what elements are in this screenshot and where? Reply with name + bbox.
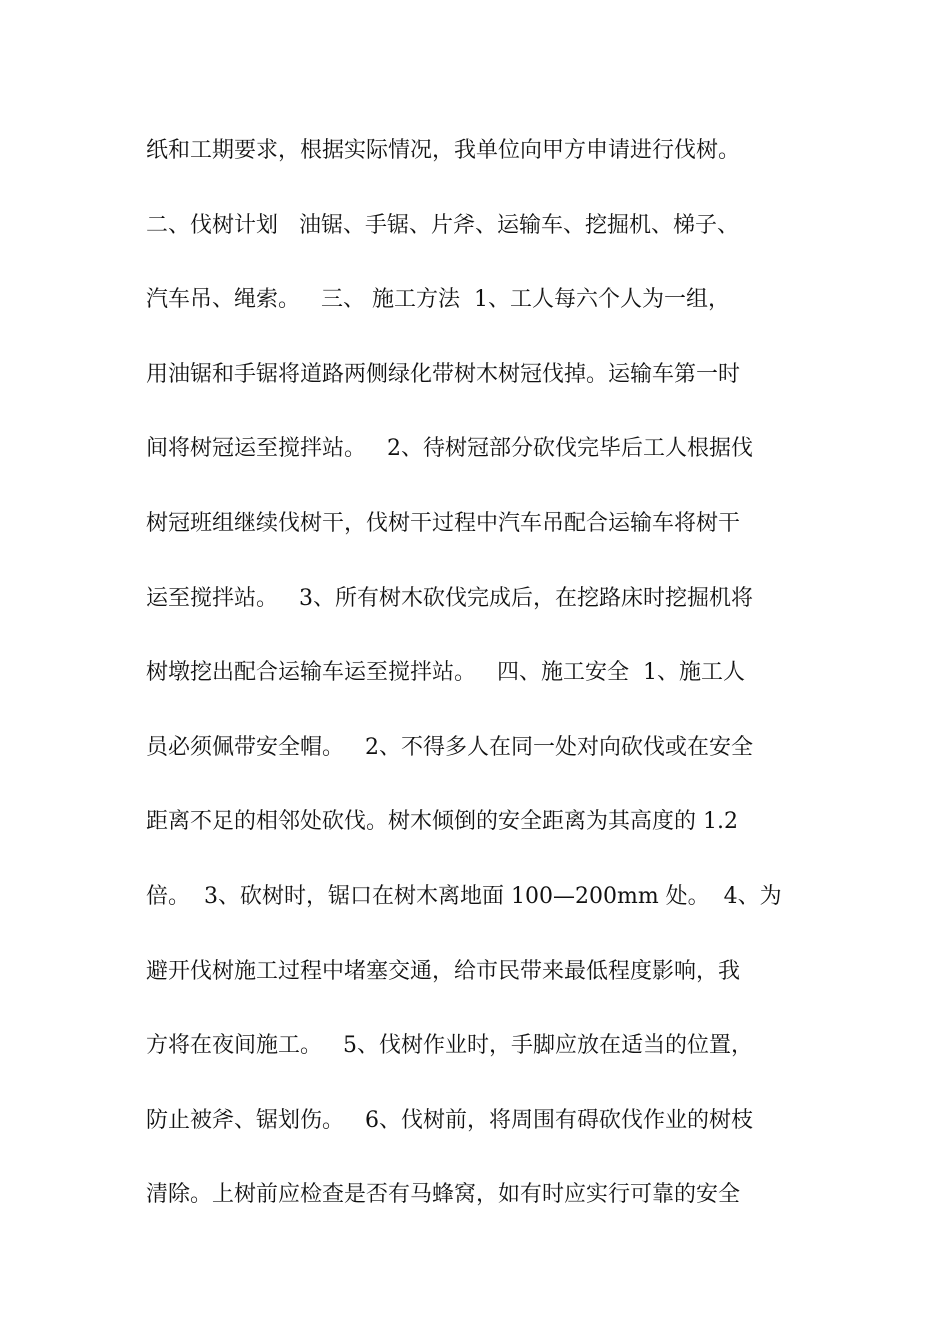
text-line: 树墩挖出配合运输车运至搅拌站。 四、施工安全 1、施工人 [146, 660, 745, 686]
text-line: 方将在夜间施工。 5、伐树作业时，手脚应放在适当的位置， [146, 1033, 753, 1059]
text-line: 二、伐树计划 油锯、手锯、片斧、运输车、挖掘机、梯子、 [146, 212, 739, 238]
text-line: 防止被斧、锯划伤。 6、伐树前，将周围有碍砍伐作业的树枝 [146, 1107, 753, 1133]
text-line: 运至搅拌站。 3、所有树木砍伐完成后，在挖路床时挖掘机将 [146, 585, 753, 611]
text-line: 用油锯和手锯将道路两侧绿化带树木树冠伐掉。运输车第一时 [146, 361, 741, 387]
text-line: 间将树冠运至搅拌站。 2、待树冠部分砍伐完毕后工人根据伐 [146, 436, 753, 462]
body-text [146, 131, 816, 1250]
text-line: 避开伐树施工过程中堵塞交通，给市民带来最低程度影响，我 [146, 958, 741, 984]
text-line: 树冠班组继续伐树干，伐树干过程中汽车吊配合运输车将树干 [146, 510, 741, 536]
text-line: 汽车吊、绳索。 三、 施工方法 1、工人每六个人为一组， [146, 287, 730, 313]
text-line: 倍。 3、砍树时，锯口在树木离地面 100—200mm 处。 4、为 [146, 883, 782, 909]
text-line: 纸和工期要求，根据实际情况，我单位向甲方申请进行伐树。 [146, 138, 741, 163]
text-line: 员必须佩带安全帽。 2、不得多人在同一处对向砍伐或在安全 [146, 734, 753, 760]
text-line: 距离不足的相邻处砍伐。树木倾倒的安全距离为其高度的 1.2 [146, 809, 738, 835]
text-line: 清除。上树前应检查是否有马蜂窝，如有时应实行可靠的安全 [146, 1182, 741, 1208]
